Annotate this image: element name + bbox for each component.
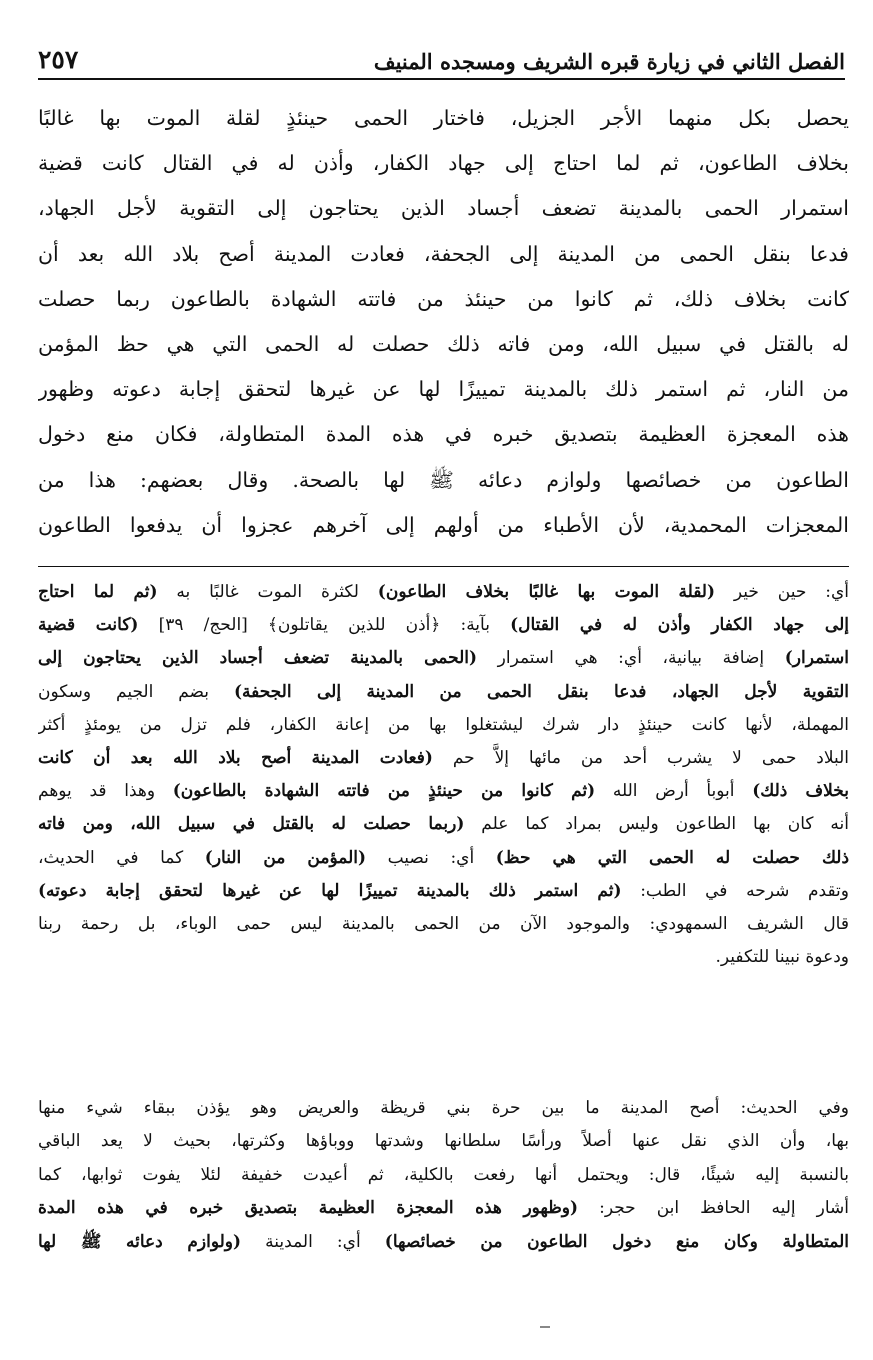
page-number: ٢٥٧ — [38, 45, 79, 74]
main-text-line: من النار، ثم استمر ذلك بالمدينة تمييزًا لها عن غيرها لتحقق إجابة دعوته وظهور — [38, 377, 849, 402]
quoted-text: (ثم كانوا من حينئذٍ من فاتته الشهادة بالطاعون) — [172, 781, 596, 802]
main-text-line: المعجزات المحمدية، لأن الأطباء من أولهم إلى آخرهم عجزوا أن يدفعوا الطاعون — [38, 512, 849, 537]
commentary-line — [38, 709, 849, 742]
commentary-text: البلاد حمى لا يشرب أحد من مائها إلاَّ حم — [432, 748, 849, 769]
quoted-text: (وظهور هذه المعجزة العظيمة بتصديق خبره في هذه المدة — [38, 1198, 579, 1219]
quoted-text: استمرار) — [784, 648, 849, 669]
commentary-text: أشار إليه الحافظ ابن حجر: — [578, 1198, 849, 1219]
quoted-text: (لقلة الموت بها غالبًا بخلاف الطاعون) — [377, 582, 716, 602]
main-text-line: فدعا بنقل الحمى من المدينة إلى الجحفة، فعادت المدينة أصح بلاد الله بعد أن — [38, 241, 849, 266]
quoted-text: بخلاف ذلك) — [752, 781, 849, 802]
commentary-line — [38, 875, 849, 908]
quoted-text: (فعادت المدينة أصح بلاد الله بعد أن كانت — [38, 748, 433, 769]
commentary-text: إضافة بيانية، أي: هي استمرار — [477, 648, 785, 669]
commentary-line — [38, 576, 849, 609]
commentary-line — [38, 642, 849, 675]
commentary-line — [38, 842, 849, 875]
main-text-line: له بالقتل في سبيل الله، ومن فاته ذلك حصلت له الحمى التي هي حظ المؤمن — [38, 332, 849, 357]
quoted-text: (ولوازم دعائه ﷺ لها — [38, 1231, 242, 1252]
commentary-line — [38, 609, 849, 642]
commentary-line — [38, 775, 849, 808]
commentary-text: قال الشريف السمهودي: والموجود الآن من الحمى بالمدينة ليس حمى الوباء، بل رحمة ربنا — [38, 914, 849, 935]
commentary-text: ودعوة نبينا للتكفير. — [715, 947, 849, 968]
commentary-text: كما في الحديث، — [38, 847, 205, 868]
quoted-text: التقوية لأجل الجهاد، فدعا بنقل الحمى من المدينة إلى الجحفة) — [233, 681, 849, 702]
commentary-line — [38, 1226, 849, 1259]
commentary-line — [38, 1092, 849, 1125]
main-text-line: استمرار الحمى بالمدينة تضعف أجساد الذين يحتاجون إلى التقوية لأجل الجهاد، — [38, 196, 849, 221]
quoted-text: (ربما حصلت له بالقتل في سبيل الله، ومن فاته — [38, 814, 465, 835]
commentary-text: لكثرة الموت غالبًا به — [157, 582, 378, 602]
footnote-divider — [38, 566, 849, 567]
running-header — [38, 36, 845, 80]
quoted-text: المتطاولة وكان منع دخول الطاعون من خصائصها) — [384, 1231, 849, 1252]
commentary-text: أي: حين خير — [715, 582, 849, 602]
commentary-line — [38, 742, 849, 775]
commentary-text: أي: المدينة — [241, 1231, 385, 1252]
main-text-line: الطاعون من خصائصها ولوازم دعائه ﷺ لها بالصحة. وقال بعضهم: هذا من — [38, 467, 849, 492]
main-text-line: كانت بخلاف ذلك، ثم كانوا من حينئذ من فاتته الشهادة بالطاعون ربما حصلت — [38, 286, 849, 311]
main-text-line: هذه المعجزة العظيمة بتصديق خبره في هذه المدة المتطاولة، فكان منع دخول — [38, 422, 849, 447]
main-text — [38, 96, 849, 548]
commentary-text: أي: نصيب — [366, 847, 496, 868]
main-text-line: يحصل بكل منهما الأجر الجزيل، فاختار الحمى حينئذٍ لقلة الموت بها غالبًا — [38, 106, 849, 130]
commentary-line — [38, 908, 849, 941]
commentary-line — [38, 676, 849, 709]
quoted-text: (ثم استمر ذلك بالمدينة تمييزًا لها عن غيرها لتحقق إجابة دعوته) — [38, 880, 622, 901]
commentary-line — [38, 1125, 849, 1158]
commentary — [38, 576, 849, 974]
commentary-line — [38, 1192, 849, 1225]
commentary-line — [38, 808, 849, 841]
chapter-title: الفصل الثاني في زيارة قبره الشريف ومسجده المنيف — [373, 49, 845, 74]
commentary-text: وتقدم شرحه في الطب: — [621, 880, 849, 901]
quoted-text: (كانت قضية — [38, 615, 139, 636]
commentary-text: وهذا قد يوهم — [38, 781, 173, 802]
main-text-line: بخلاف الطاعون، ثم لما احتاج إلى جهاد الكفار، وأذن له في القتال كانت قضية — [38, 151, 849, 176]
commentary-text: أبوبأ أرض الله — [595, 781, 753, 802]
scan-mark — [540, 1326, 550, 1328]
quoted-text: (المؤمن من النار) — [204, 847, 367, 868]
quoted-text: (الحمى بالمدينة تضعف أجساد الذين يحتاجون إلى — [38, 648, 478, 669]
quoted-text: ذلك حصلت له الحمى التي هي حظ) — [495, 847, 849, 868]
commentary-text: أنه كان بها الطاعون وليس بمراد كما علم — [464, 814, 849, 835]
commentary-line — [38, 1159, 849, 1192]
commentary-text: بالنسبة إليه شيئًا، قال: ويحتمل أنها رفعت بالكلية، ثم أعيدت خفيفة لئلا يفوت ثوابها، كما — [38, 1164, 849, 1185]
commentary-continued — [38, 1092, 849, 1259]
commentary-text: وفي الحديث: أصح المدينة ما بين حرة بني قريظة والعريض وهو يؤذن ببقاء شيء منها — [38, 1098, 849, 1118]
quoted-text: إلى جهاد الكفار وأذن له في القتال) — [510, 615, 849, 636]
commentary-text: بضم الجيم وسكون — [38, 681, 234, 702]
commentary-text: المهملة، لأنها كانت حينئذٍ دار شرك ليشتغلوا بها من إعانة الكفار، فلم تزل من يومئذٍ أكثر — [38, 714, 849, 735]
commentary-text: بآية: ﴿أذن للذين يقاتلون﴾ [الحج/ ٣٩] — [138, 615, 511, 636]
commentary-line — [38, 941, 849, 974]
quoted-text: (ثم لما احتاج — [38, 582, 158, 602]
commentary-text: بها، وأن الذي نقل عنها أصلاً ورأسًا سلطانها وشدتها ووباؤها وكثرتها، بحيث لا يعد الباقي — [38, 1131, 849, 1152]
